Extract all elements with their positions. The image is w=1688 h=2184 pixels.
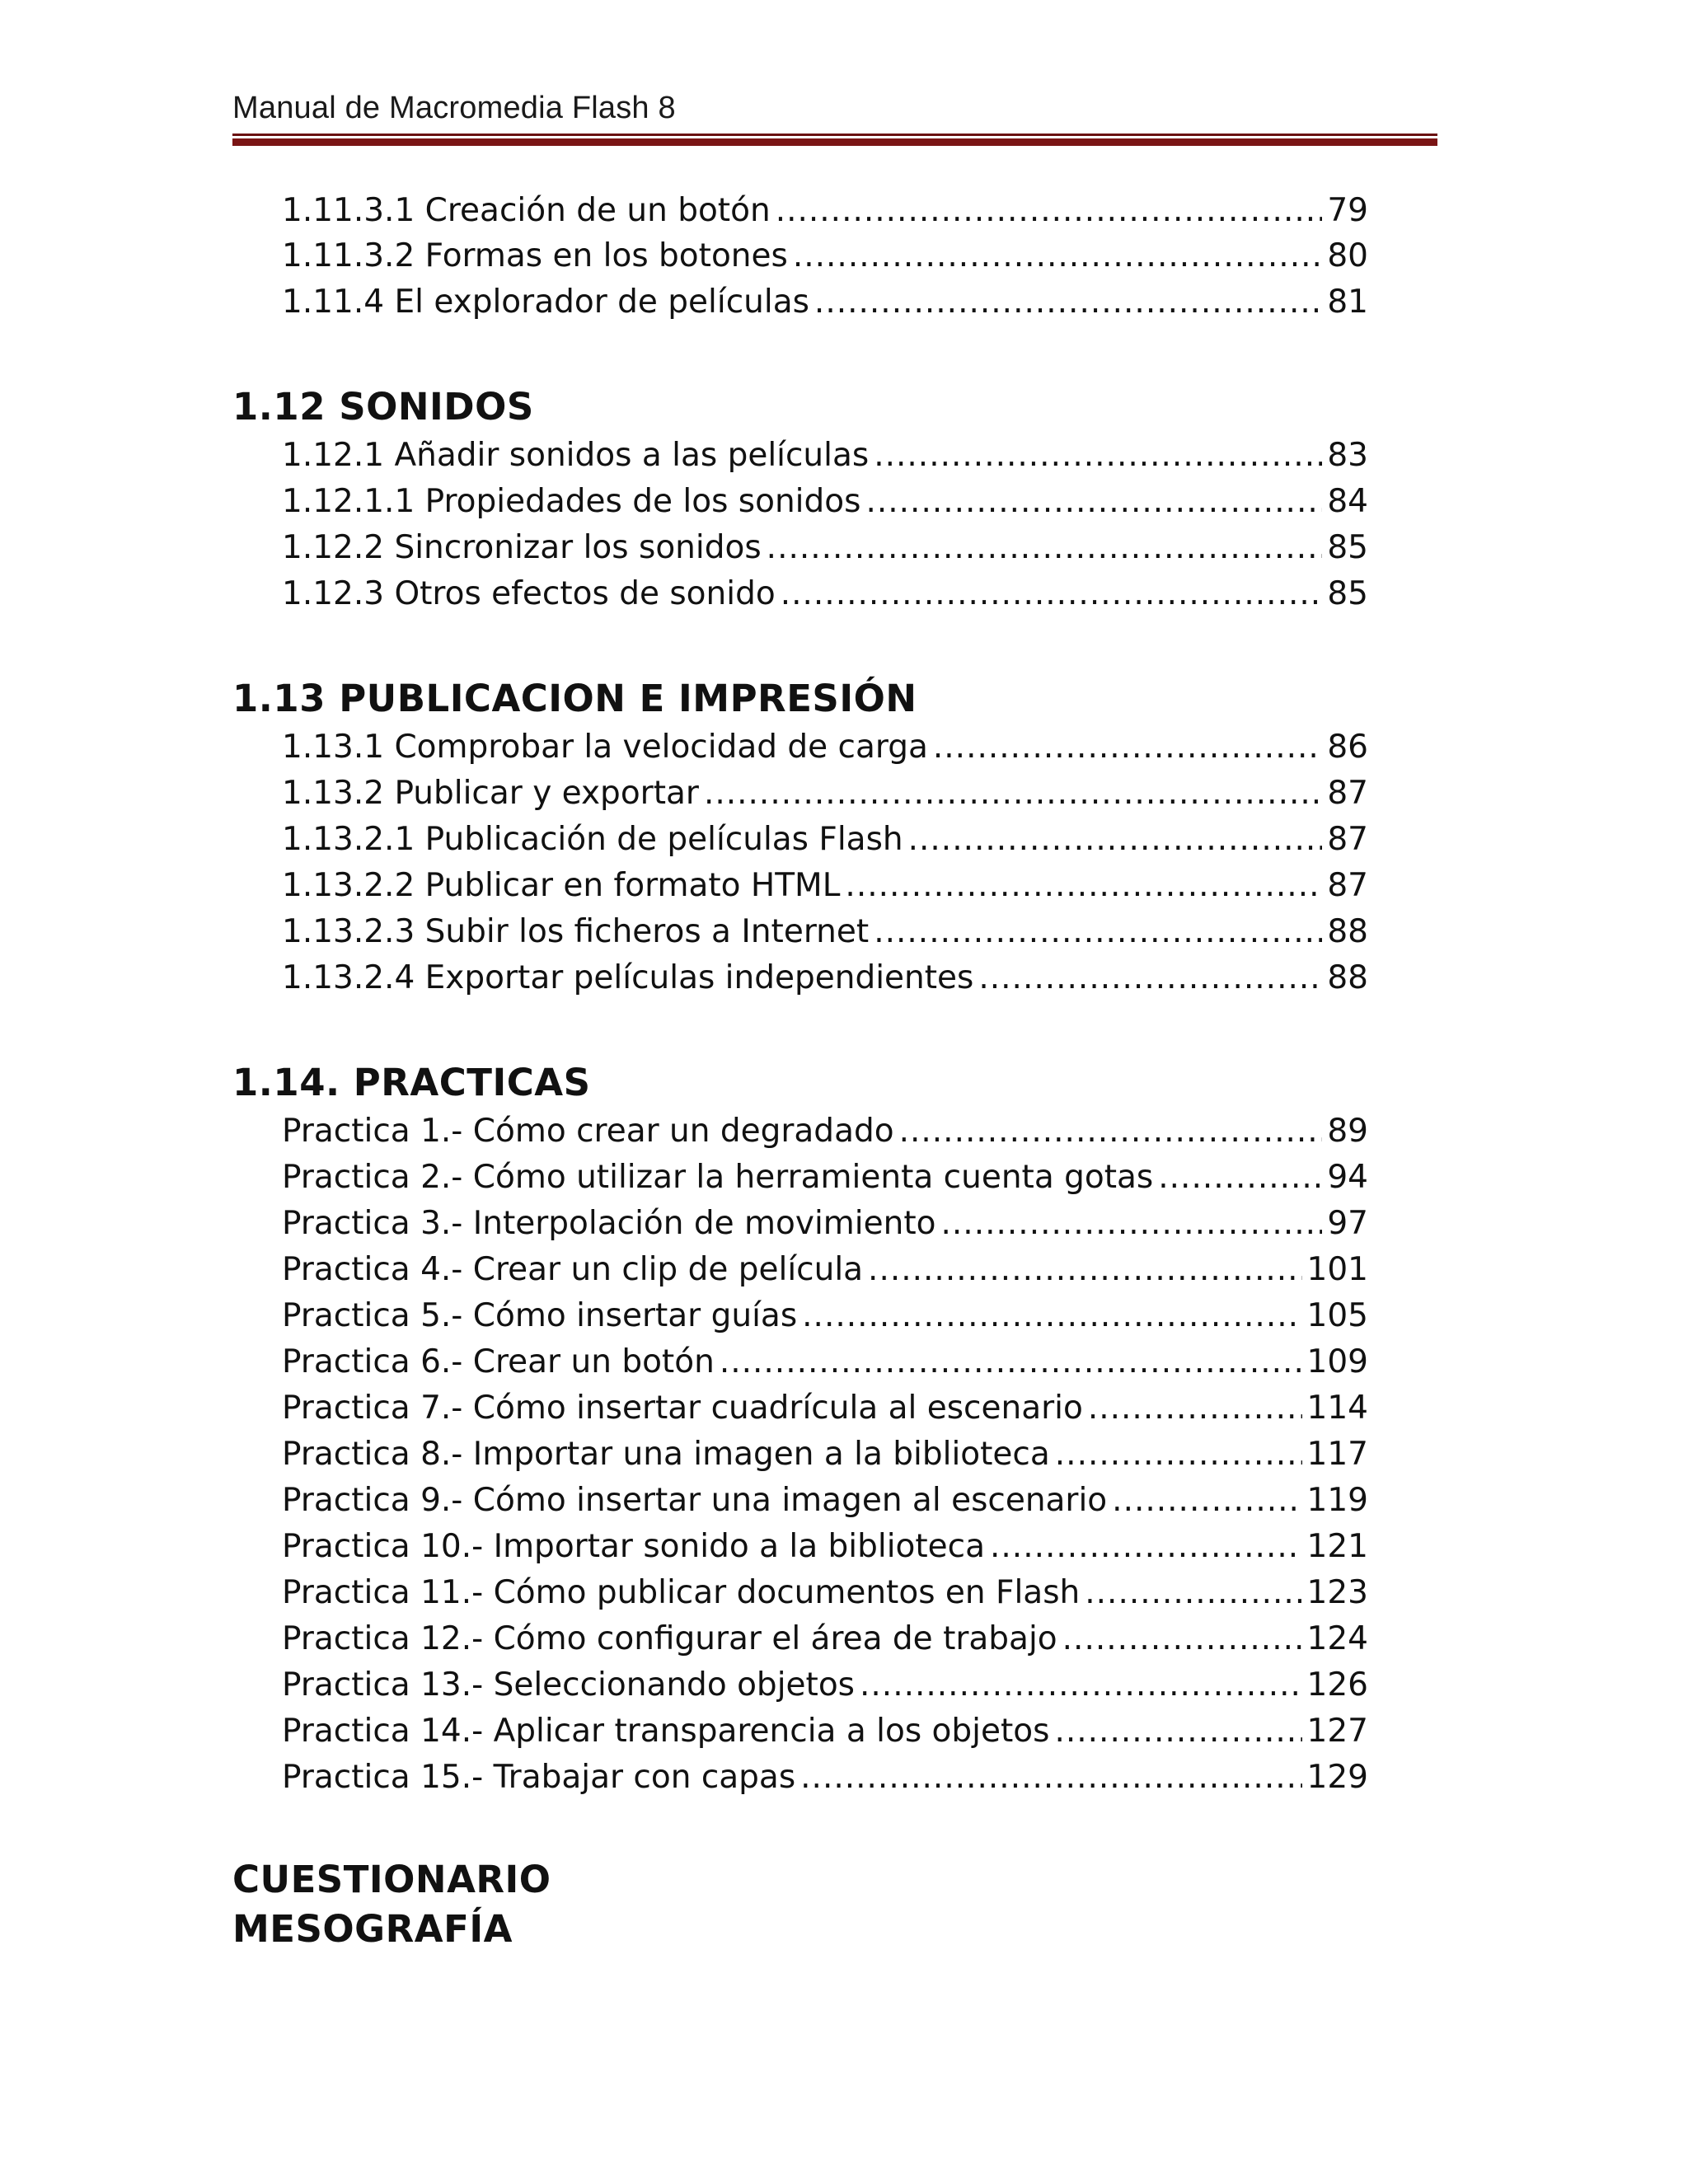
toc-entry-label: 1.12.3 Otros efectos de sonido [282,575,776,612]
dot-leader [908,823,1323,855]
toc-entry[interactable] [282,437,1368,474]
toc-entry-page: 117 [1306,1436,1368,1473]
toc-entry[interactable] [282,237,1368,274]
toc-entry-label: Practica 1.- Cómo crear un degradado [282,1113,894,1150]
dot-leader [1054,1715,1301,1747]
dot-leader [874,916,1322,948]
toc-entry-page: 85 [1327,529,1368,566]
dot-leader [814,286,1322,318]
toc-entry-label: 1.13.2.2 Publicar en formato HTML [282,867,841,904]
dot-leader [1085,1577,1301,1609]
toc-entry-label: 1.13.2.3 Subir los ficheros a Internet [282,913,870,950]
toc-entry-page: 127 [1306,1713,1368,1750]
toc-entry[interactable] [282,869,1368,902]
section-heading-publicacion: 1.13 PUBLICACION E IMPRESIÓN [232,677,917,720]
toc-entry[interactable] [282,1530,1368,1563]
toc-entry-page: 126 [1306,1666,1368,1704]
toc-entry-page: 123 [1306,1574,1368,1611]
dot-leader [1088,1392,1302,1424]
toc-entry-label: Practica 14.- Aplicar transparencia a los objetos [282,1713,1050,1750]
toc-entry[interactable] [282,729,1368,766]
toc-entry-label: Practica 3.- Interpolación de movimiento [282,1205,936,1242]
header-title: Manual de Macromedia Flash 8 [232,91,676,125]
toc-entry-page: 84 [1327,483,1368,520]
toc-entry[interactable] [282,1436,1368,1473]
toc-entry[interactable] [282,775,1368,812]
dot-leader [874,439,1322,471]
dot-leader [704,777,1322,809]
toc-entry-page: 101 [1306,1251,1368,1288]
toc-entry-page: 81 [1327,284,1368,321]
toc-entry[interactable] [282,1207,1368,1240]
toc-entry-label: 1.13.2.1 Publicación de películas Flash [282,821,903,858]
toc-entry-page: 87 [1327,821,1368,858]
toc-entry-page: 85 [1327,575,1368,612]
toc-entry-label: Practica 9.- Cómo insertar una imagen al escenario [282,1482,1108,1519]
dot-leader [978,962,1322,994]
dot-leader [990,1530,1302,1563]
toc-entry[interactable] [282,821,1368,858]
toc-entry[interactable] [282,1482,1368,1519]
toc-entry-label: 1.11.3.2 Formas en los botones [282,237,788,274]
toc-entry-label: Practica 5.- Cómo insertar guías [282,1297,798,1334]
toc-entry-label: 1.12.1.1 Propiedades de los sonidos [282,483,861,520]
toc-entry-label: Practica 2.- Cómo utilizar la herramienta cuenta gotas [282,1159,1154,1196]
toc-entry-label: 1.13.1 Comprobar la velocidad de carga [282,729,928,766]
toc-entry-page: 109 [1306,1343,1368,1380]
toc-entry-page: 119 [1306,1482,1368,1519]
page-header [232,92,1437,146]
toc-entry-page: 87 [1327,775,1368,812]
toc-entry-label: Practica 4.- Crear un clip de película [282,1251,864,1288]
toc-entry-label: 1.13.2.4 Exportar películas independientes [282,959,974,996]
toc-entry-page: 83 [1327,437,1368,474]
dot-leader [776,194,1323,227]
dot-leader [868,1254,1302,1286]
toc-entry[interactable] [282,913,1368,950]
dot-leader [802,1300,1301,1332]
toc-entry-page: 129 [1306,1759,1368,1796]
section-heading-sonidos: 1.12 SONIDOS [232,385,534,429]
dot-leader [865,485,1322,518]
toc-entry-page: 114 [1306,1390,1368,1427]
toc-entry-page: 121 [1306,1528,1368,1565]
toc-entry[interactable] [282,1113,1368,1150]
toc-entry-page: 79 [1327,192,1368,229]
toc-entry-label: Practica 12.- Cómo configurar el área de trabajo [282,1620,1057,1657]
toc-entry-label: Practica 11.- Cómo publicar documentos en Flash [282,1574,1081,1611]
toc-entry[interactable] [282,1666,1368,1704]
toc-entry-label: Practica 15.- Trabajar con capas [282,1759,796,1796]
toc-entry-page: 97 [1327,1205,1368,1242]
toc-entry-page: 105 [1306,1297,1368,1334]
dot-leader [800,1761,1301,1793]
toc-entry-label: 1.13.2 Publicar y exportar [282,775,699,812]
toc-entry[interactable] [282,194,1368,227]
toc-entry-page: 86 [1327,729,1368,766]
dot-leader [933,731,1322,763]
toc-entry-page: 89 [1327,1113,1368,1150]
toc-entry[interactable] [282,1390,1368,1427]
toc-entry[interactable] [282,1297,1368,1334]
toc-entry-label: Practica 7.- Cómo insertar cuadrícula al escenario [282,1390,1083,1427]
dot-leader [1055,1438,1302,1470]
dot-leader [860,1669,1302,1701]
toc-entry-label: Practica 6.- Crear un botón [282,1343,715,1380]
toc-entry[interactable] [282,575,1368,612]
dot-leader [845,869,1322,902]
dot-leader [1158,1161,1322,1193]
dot-leader [767,532,1323,564]
toc-entry[interactable] [282,1713,1368,1750]
toc-entry[interactable] [282,485,1368,518]
section-heading-practicas: 1.14. PRACTICAS [232,1061,591,1104]
section-heading-mesografia: MESOGRAFÍA [232,1907,513,1951]
toc-entry-label: 1.11.4 El explorador de películas [282,284,809,321]
section-heading-cuestionario: CUESTIONARIO [232,1858,551,1901]
toc-entry[interactable] [282,1620,1368,1657]
toc-entry-page: 87 [1327,867,1368,904]
dot-leader [793,240,1323,272]
toc-entry[interactable] [282,959,1368,996]
toc-entry-page: 80 [1327,237,1368,274]
dot-leader [781,578,1323,610]
toc-entry-page: 124 [1306,1620,1368,1657]
dot-leader [1062,1623,1302,1655]
toc-entry-label: 1.12.1 Añadir sonidos a las películas [282,437,870,474]
toc-entry[interactable] [282,1759,1368,1796]
dot-leader [899,1115,1323,1147]
toc-entry[interactable] [282,1251,1368,1288]
toc-entry[interactable] [282,1159,1368,1196]
toc-entry-label: Practica 8.- Importar una imagen a la biblioteca [282,1436,1050,1473]
toc-entry[interactable] [282,529,1368,566]
toc-entry-label: Practica 13.- Seleccionando objetos [282,1666,855,1704]
toc-entry-page: 88 [1327,959,1368,996]
toc-entry[interactable] [282,1574,1368,1611]
header-rule-thick [232,138,1437,146]
toc-entry-label: 1.11.3.1 Creación de un botón [282,192,771,229]
toc-entry[interactable] [282,1343,1368,1380]
dot-leader [941,1207,1323,1240]
toc-entry[interactable] [282,284,1368,321]
toc-entry-label: Practica 10.- Importar sonido a la biblioteca [282,1528,986,1565]
toc-entry-page: 88 [1327,913,1368,950]
header-rule-thin [232,134,1437,136]
dot-leader [1112,1484,1301,1516]
toc-entry-page: 94 [1327,1159,1368,1196]
dot-leader [720,1346,1302,1378]
toc-entry-label: 1.12.2 Sincronizar los sonidos [282,529,762,566]
